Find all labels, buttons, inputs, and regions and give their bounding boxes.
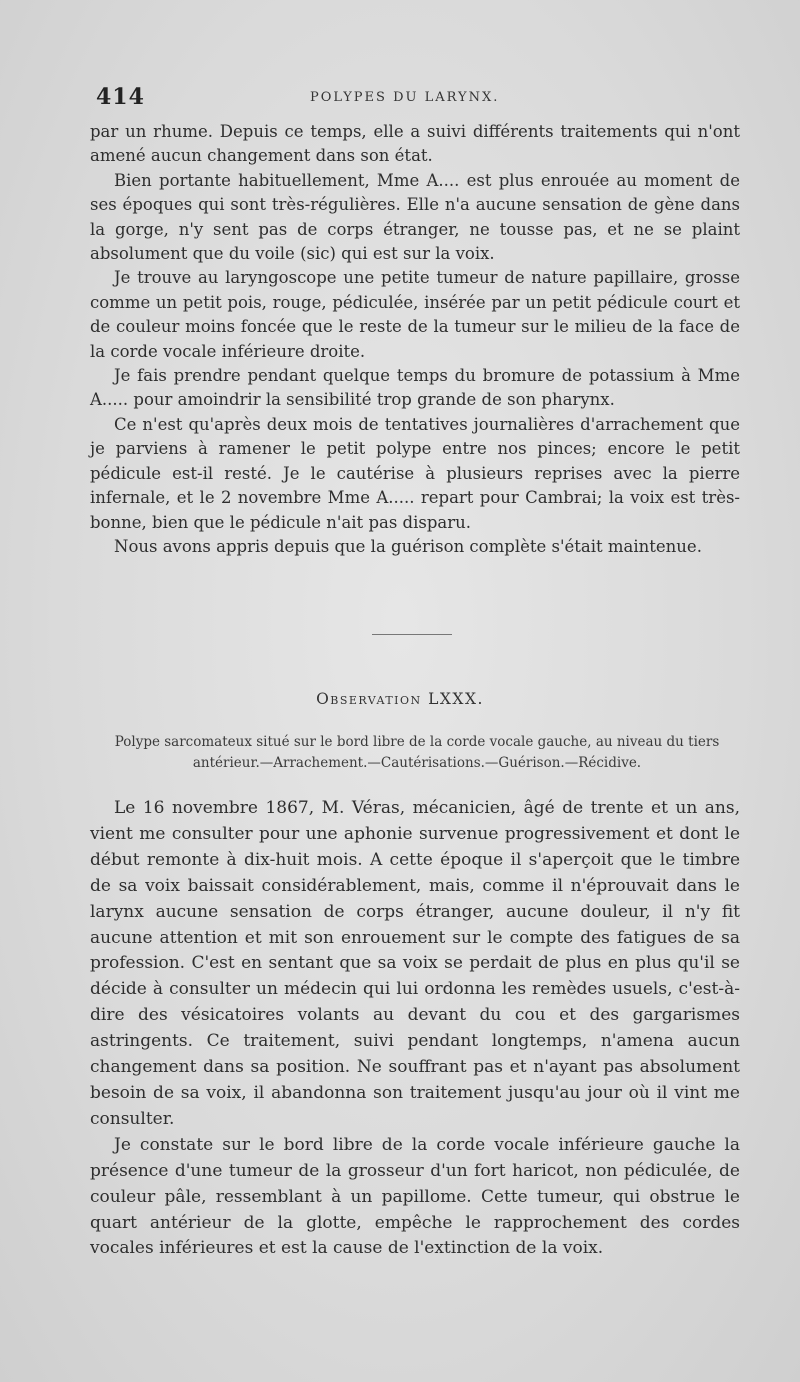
observation-body (90, 796, 740, 1262)
paragraph: Je fais prendre pendant quelque temps du bromure de potassium à Mme A..... pour amoindrir la sensibilité trop grande de son pharynx. (90, 366, 740, 410)
paragraph: Ce n'est qu'après deux mois de tentatives journalières d'arrachement que je parviens à ramener le petit polype entre nos pinces; encore le petit pédicule est-il resté. Je le cautérise à plusieurs reprises avec la pierre infernale, et le 2 novembre Mme A..... repart pour Cambrai; la voix est très-bonne, bien que le pédicule n'ait pas disparu. (90, 414, 740, 532)
first-section (90, 120, 740, 559)
section-divider (372, 634, 452, 635)
running-head: POLYPES DU LARYNX. (310, 90, 500, 105)
paragraph: Le 16 novembre 1867, M. Véras, mécanicien, âgé de trente et un ans, vient me consulter pour une aphonie survenue progressivement et dont le début remonte à dix-huit mois. A cette époque il s'aperçoit que le timbre de sa voix baissait considérablement, mais, comme il n'éprouvait dans le larynx aucune sensation de corps étranger, aucune douleur, il n'y fit aucune attention et mit son enrouement sur le compte des fatigues de sa profession. C'est en sentant que sa voix se perdait de plus en plus qu'il se décide à consulter un médecin qui lui ordonna les remèdes usuels, c'est-à-dire des vésicatoires volants au devant du cou et des gargarismes astringents. Ce traitement, suivi pendant longtemps, n'amena aucun changement dans sa position. Ne souffrant pas et n'ayant pas absolument besoin de sa voix, il abandonna son traitement jusqu'au jour où il vint me consulter. (90, 798, 740, 1129)
page-number: 414 (96, 84, 145, 110)
paragraph: par un rhume. Depuis ce temps, elle a suivi différents traitements qui n'ont amené aucun changement dans son état. (90, 122, 740, 166)
observation-title: Observation LXXX. (316, 690, 484, 708)
page-header (96, 84, 746, 114)
paragraph: Nous avons appris depuis que la guérison complète s'était maintenue. (114, 536, 702, 556)
paragraph: Bien portante habituellement, Mme A.... est plus enrouée au moment de ses époques qui sont très-régulières. Elle n'a aucune sensation de gène dans la gorge, n'y sent pas de corps étranger, ne tousse pas, et ne se plaint absolument que du voile (sic) qui est sur la voix. (90, 170, 740, 264)
paragraph: Je constate sur le bord libre de la corde vocale inférieure gauche la présence d'une tumeur de la grosseur d'un fort haricot, non pédiculée, de couleur pâle, ressemblant à un papillome. Cette tumeur, qui obstrue le quart antérieur de la glotte, empêche le rapprochement des cordes vocales inférieures et est la cause de l'extinction de la voix. (90, 1134, 740, 1259)
paragraph: Je trouve au laryngoscope une petite tumeur de nature papillaire, grosse comme un petit pois, rouge, pédiculée, insérée par un petit pédicule court et de couleur moins foncée que le reste de la tumeur sur le milieu de la face de la corde vocale inférieure droite. (90, 268, 740, 361)
observation-summary: Polype sarcomateux situé sur le bord libre de la corde vocale gauche, au niveau du tiers antérieur.—Arrachement.—Cautérisations.—Guérison.—Récidive. (114, 734, 720, 771)
